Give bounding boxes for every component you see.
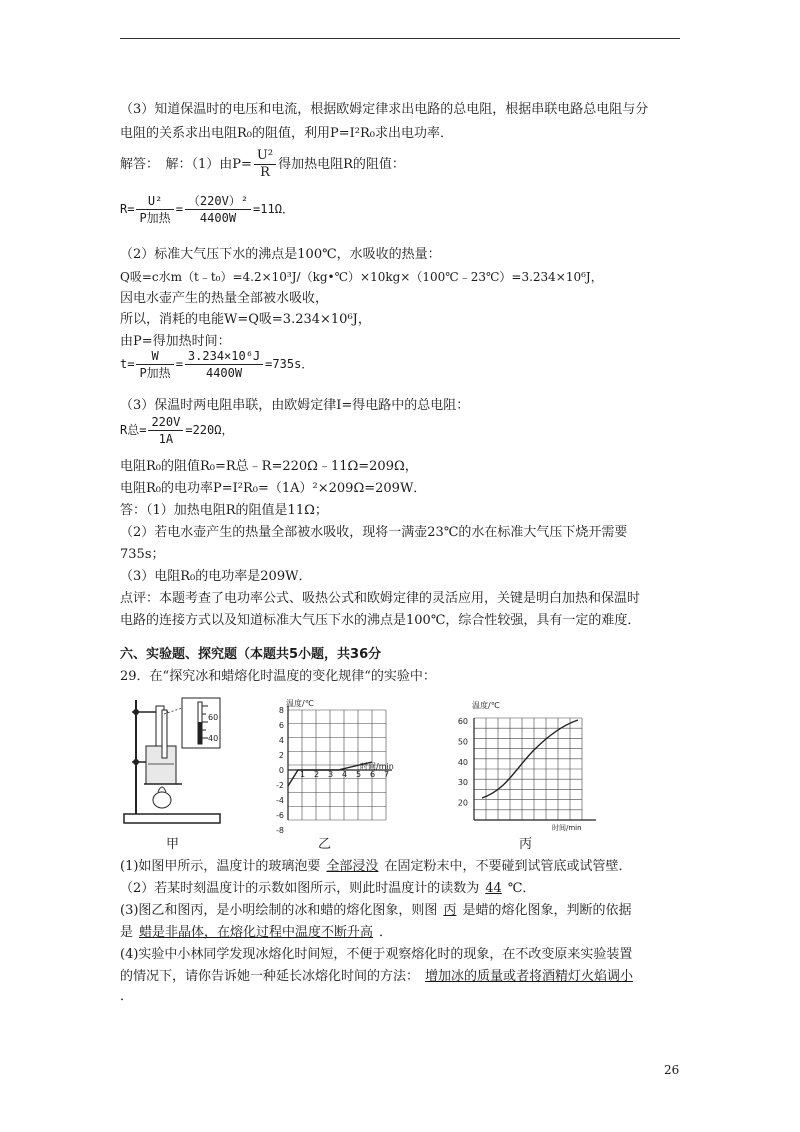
answer-blank: 蜡是非晶体，在熔化过程中温度不断升高 [139, 925, 374, 940]
fraction-numerator: W [136, 348, 173, 365]
solution-line-8: 所以，消耗的电能W=Q吸=3.234×10⁶J， [120, 312, 371, 327]
analysis-line-2: 电阻的关系求出电阻R₀的阻值，利用P=I²R₀求出电功率． [120, 126, 453, 141]
fraction-numerator: U² [136, 193, 173, 210]
fraction-denominator: 4400W [205, 366, 243, 380]
question-text: 在固定粉末中，不要碰到试管底或试管壁． [384, 859, 632, 874]
y-tick-label: 20 [457, 798, 468, 808]
solution-line-13: 电阻R₀的阻值R₀=R总﹣R=220Ω﹣11Ω=209Ω， [120, 459, 418, 474]
answer-blank: 丙 [443, 903, 457, 918]
question-29: 29．在“探究冰和蜡熔化时温度的变化规律“的实验中： [120, 669, 436, 684]
x-axis-label: 时间/min [552, 824, 582, 832]
section-title: 六、实验题、探究题（本题共5小题，共36分 [120, 647, 382, 662]
formula-text: R总= [120, 423, 147, 437]
figure-caption-yi: 乙 [318, 837, 332, 852]
answer-line-3: 735s； [120, 547, 165, 562]
x-tick-label: 5 [356, 770, 362, 779]
analysis-line-1: （3）知道保温时的电压和电流，根据欧姆定律求出电路的总电阻，根据串联电路总电阻与分 [120, 102, 649, 117]
figure-caption-bing: 丙 [519, 837, 533, 852]
answer-line-1: 答：（1）加热电阻R的阻值是11Ω； [120, 503, 328, 518]
y-axis-label: 温度/℃ [472, 701, 500, 710]
formula-text: =735s． [265, 357, 314, 371]
question-text: 是蜡的熔化图象，判断的依据 [462, 903, 632, 918]
y-tick-label: -8 [276, 826, 284, 835]
y-tick-label: 50 [457, 737, 468, 747]
formula-fraction [148, 414, 183, 447]
fraction-numerator: （220V）² [185, 193, 251, 210]
formula-text: R= [120, 202, 135, 216]
comment-line-2: 电路的连接方式以及知道标准大气压下水的沸点是100℃，综合性较强，具有一定的难度． [120, 613, 641, 628]
x-tick-label: 6 [370, 770, 376, 779]
solution-line-11: （3）保温时两电阻串联，由欧姆定律I=得电路中的总电阻： [120, 398, 470, 413]
fraction-numerator: 220V [148, 414, 183, 431]
formula-fraction [185, 348, 263, 381]
question-part-4: (4)实验中小林同学发现冰熔化时间短，不便于观察熔化时的现象，在不改变原来实验装置 [120, 947, 633, 962]
solution-line-1 [120, 148, 405, 181]
fraction-denominator: R [260, 165, 270, 180]
question-text: ． [379, 925, 393, 940]
question-text: 是 [120, 925, 134, 940]
answer-line-4: （3）电阻R₀的电功率是209W． [120, 569, 312, 584]
y-tick-label: 6 [278, 721, 284, 730]
resistance-formula [120, 193, 294, 226]
question-part-3b [120, 924, 392, 942]
answer-blank: 全部浸没 [326, 859, 379, 874]
formula-text: = [175, 202, 183, 216]
solution-line-14: 电阻R₀的电功率P=I²R₀=（1A）²×209Ω=209W． [120, 481, 427, 496]
y-tick-label: 40 [457, 757, 468, 767]
y-axis-label: 温度/℃ [286, 699, 314, 708]
fraction-denominator: P加热 [139, 366, 171, 380]
question-text: 的情况下，请你告诉她一种延长冰熔化时间的方法： [120, 969, 420, 984]
x-tick-label: 1 [300, 770, 306, 779]
question-part-3 [120, 902, 631, 920]
answer-blank: 44 [485, 881, 502, 896]
header-rule [120, 38, 680, 39]
time-formula [120, 348, 313, 381]
formula-fraction [136, 348, 173, 381]
formula-fraction [254, 148, 276, 181]
formula-fraction [185, 193, 251, 226]
question-text: （2）若某时刻温度计的示数如图所示，则此时温度计的读数为 [120, 881, 480, 896]
question-part-4c: ． [120, 989, 134, 1004]
scale-label-top: 60 [208, 713, 219, 722]
fraction-denominator: 4400W [199, 211, 237, 225]
formula-text: =11Ω． [253, 202, 294, 216]
question-part-4b [120, 968, 639, 986]
question-text: (3)图乙和图丙，是小明绘制的冰和蜡的熔化图象，则图 [120, 903, 438, 918]
formula-text: =220Ω， [185, 423, 234, 437]
y-tick-label: -6 [276, 811, 284, 820]
y-tick-label: 8 [278, 706, 284, 715]
x-tick-label: 2 [314, 770, 320, 779]
solution-line-5: （2）标准大气压下水的沸点是100℃，水吸收的热量： [120, 247, 441, 262]
question-text: ℃． [507, 881, 536, 896]
solution-line-7: 因电水壶产生的热量全部被水吸收， [120, 291, 329, 306]
wax-melting-graph [446, 698, 606, 833]
answer-blank: 增加冰的质量或者将酒精灯火焰调小 [425, 969, 634, 984]
y-tick-label: -2 [276, 781, 284, 790]
y-tick-label: -4 [276, 796, 284, 805]
formula-fraction [136, 193, 173, 226]
solution-text: 解答： 解：（1）由P= [120, 157, 252, 172]
figure-caption-jia: 甲 [166, 837, 180, 852]
comment-line-1: 点评：本题考查了电功率公式、吸热公式和欧姆定律的灵活应用，关键是明白加热和保温时 [120, 591, 641, 606]
y-tick-label: 2 [278, 751, 284, 760]
y-tick-label: 60 [457, 717, 468, 726]
question-part-2 [120, 880, 535, 898]
apparatus-figure [118, 692, 230, 840]
solution-text: 得加热电阻R的阻值： [278, 157, 405, 172]
fraction-numerator: 3.234×10⁶J [185, 348, 263, 365]
fraction-denominator: P加热 [139, 211, 171, 225]
page-number: 26 [664, 1063, 680, 1077]
y-tick-label: 0 [278, 766, 284, 775]
fraction-numerator: U² [254, 148, 276, 165]
scale-label-bottom: 40 [208, 734, 219, 743]
x-tick-label: 3 [328, 770, 334, 779]
x-tick-label: 7 [384, 770, 390, 779]
total-resistance-formula [120, 414, 233, 447]
formula-text: t= [120, 357, 135, 371]
x-axis-label: 时间/min [360, 762, 394, 771]
fraction-denominator: 1A [158, 432, 174, 446]
y-tick-label: 30 [457, 778, 468, 788]
solution-line-9: 由P=得加热时间： [120, 334, 231, 349]
answer-line-2: （2）若电水壶产生的热量全部被水吸收，现将一满壶23℃的水在标准大气压下烧开需要 [120, 525, 628, 540]
formula-text: = [175, 357, 183, 371]
ice-melting-graph [268, 698, 398, 835]
solution-line-6: Q吸=c水m（t﹣t₀）=4.2×10³J/（kg•℃）×10kg×（100℃﹣23℃）=3.234×10⁶J， [120, 270, 603, 284]
question-text: (1)如图甲所示，温度计的玻璃泡要 [120, 859, 321, 874]
y-tick-label: 4 [278, 736, 284, 745]
question-part-1 [120, 858, 631, 876]
x-tick-label: 4 [342, 770, 348, 779]
